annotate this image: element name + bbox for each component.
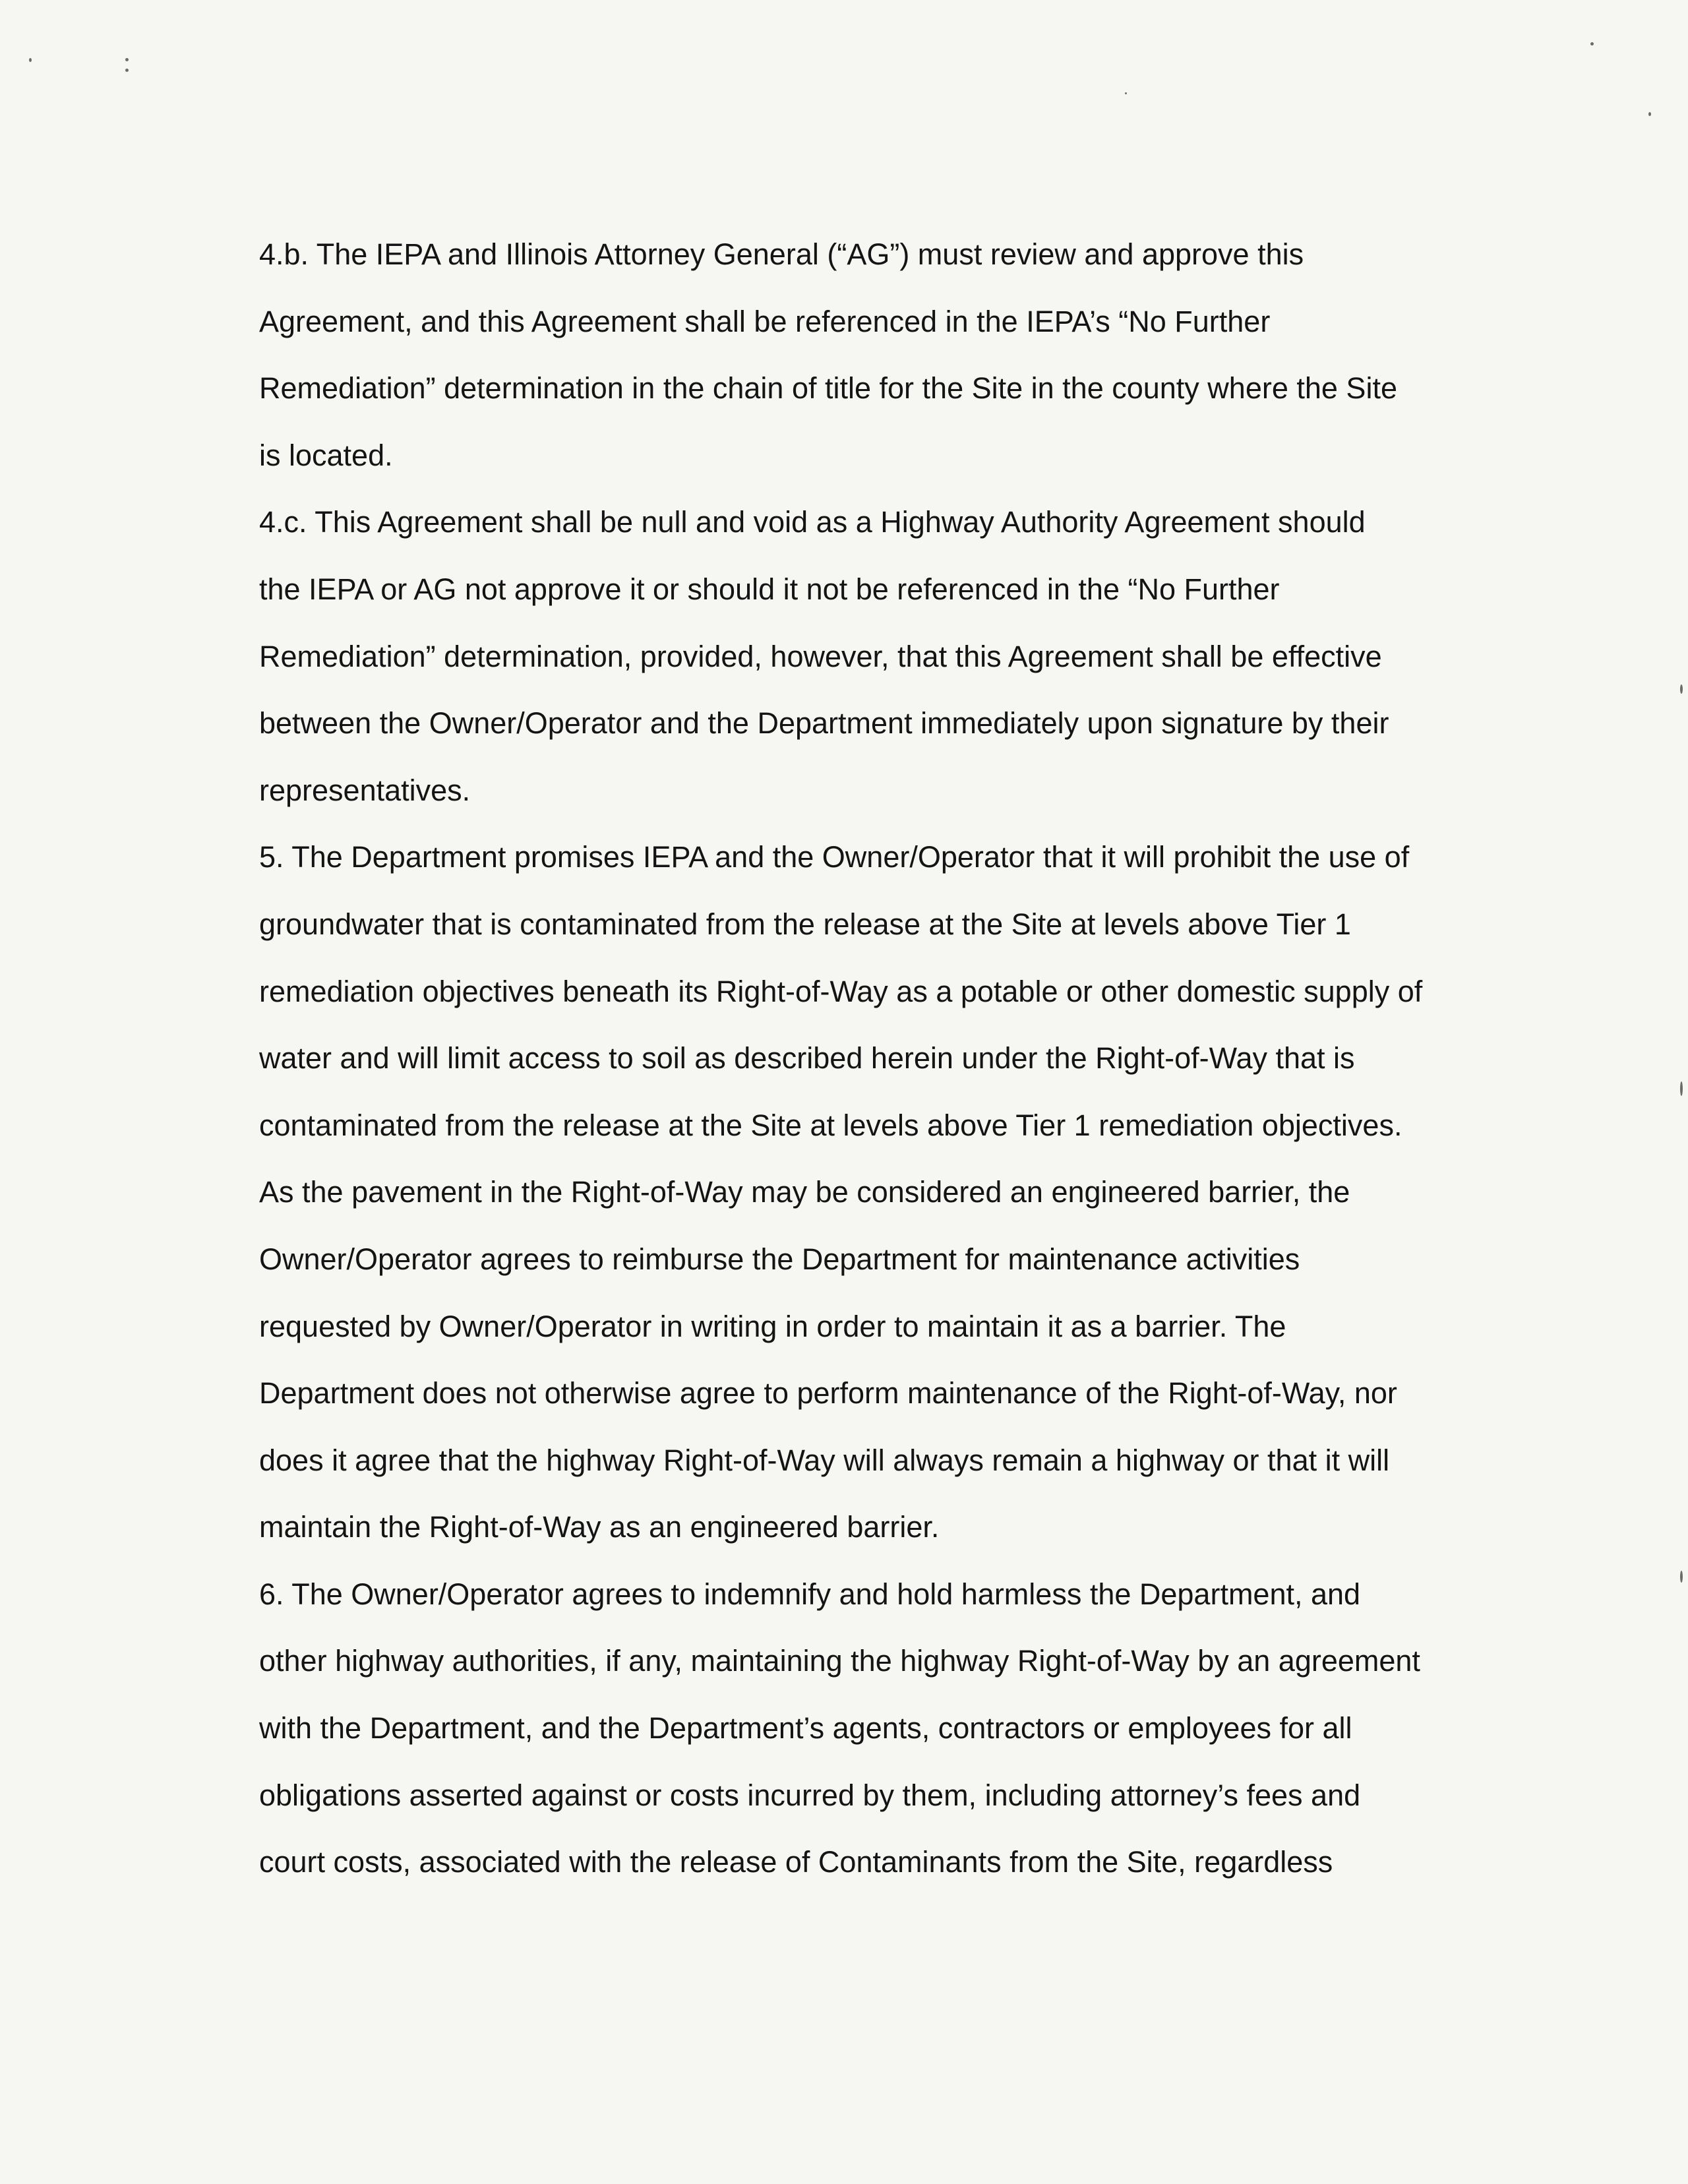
- text-line: 5. The Department promises IEPA and the Owner/Operator that it will prohibit the use of: [259, 840, 1410, 874]
- text-line: contaminated from the release at the Site at levels above Tier 1 remediation objectives.: [259, 1108, 1402, 1142]
- text-line: is located.: [259, 438, 393, 472]
- text-line: As the pavement in the Right-of-Way may be considered an engineered barrier, the: [259, 1175, 1350, 1209]
- scan-speck: [1590, 42, 1594, 46]
- paragraph-4c: [259, 489, 1439, 824]
- text-line: Owner/Operator agrees to reimburse the Department for maintenance activities: [259, 1242, 1300, 1276]
- scan-speck: [1680, 684, 1683, 694]
- scan-speck: [1680, 1081, 1683, 1096]
- text-line: the IEPA or AG not approve it or should it not be referenced in the “No Further: [259, 572, 1280, 606]
- text-line: Remediation” determination, provided, however, that this Agreement shall be effective: [259, 639, 1382, 673]
- scan-speck: [1648, 112, 1651, 116]
- text-line: court costs, associated with the release of Contaminants from the Site, regardless: [259, 1845, 1333, 1879]
- scan-speck: [1680, 1571, 1683, 1583]
- text-line: water and will limit access to soil as described herein under the Right-of-Way that is: [259, 1041, 1355, 1076]
- scan-speck: [125, 58, 129, 61]
- text-line: remediation objectives beneath its Right-of-Way as a potable or other domestic supply of: [259, 974, 1423, 1008]
- text-line: 4.b. The IEPA and Illinois Attorney General (“AG”) must review and approve this: [259, 237, 1304, 271]
- text-line: 4.c. This Agreement shall be null and void as a Highway Authority Agreement should: [259, 505, 1366, 539]
- scan-speck: [1125, 92, 1127, 94]
- text-line: Remediation” determination in the chain of title for the Site in the county where the Site: [259, 371, 1397, 406]
- text-line: between the Owner/Operator and the Department immediately upon signature by their: [259, 706, 1389, 741]
- paragraph-6: [259, 1561, 1439, 1896]
- document-body: [259, 221, 1439, 1896]
- text-line: groundwater that is contaminated from the release at the Site at levels above Tier 1: [259, 907, 1351, 941]
- text-line: representatives.: [259, 773, 471, 807]
- text-line: 6. The Owner/Operator agrees to indemnify and hold harmless the Department, and: [259, 1577, 1361, 1611]
- paragraph-5: [259, 824, 1439, 1561]
- text-line: obligations asserted against or costs incurred by them, including attorney’s fees and: [259, 1778, 1361, 1812]
- text-line: maintain the Right-of-Way as an engineered barrier.: [259, 1510, 940, 1544]
- scan-speck: [29, 58, 32, 62]
- text-line: requested by Owner/Operator in writing in order to maintain it as a barrier. The: [259, 1309, 1286, 1343]
- text-line: does it agree that the highway Right-of-Way will always remain a highway or that it will: [259, 1443, 1390, 1477]
- text-line: other highway authorities, if any, maintaining the highway Right-of-Way by an agreement: [259, 1644, 1420, 1678]
- paragraph-4b: [259, 221, 1439, 489]
- scan-speck: [125, 69, 129, 72]
- text-line: Department does not otherwise agree to perform maintenance of the Right-of-Way, nor: [259, 1376, 1397, 1410]
- text-line: Agreement, and this Agreement shall be referenced in the IEPA’s “No Further: [259, 304, 1271, 338]
- text-line: with the Department, and the Department’s agents, contractors or employees for all: [259, 1711, 1352, 1745]
